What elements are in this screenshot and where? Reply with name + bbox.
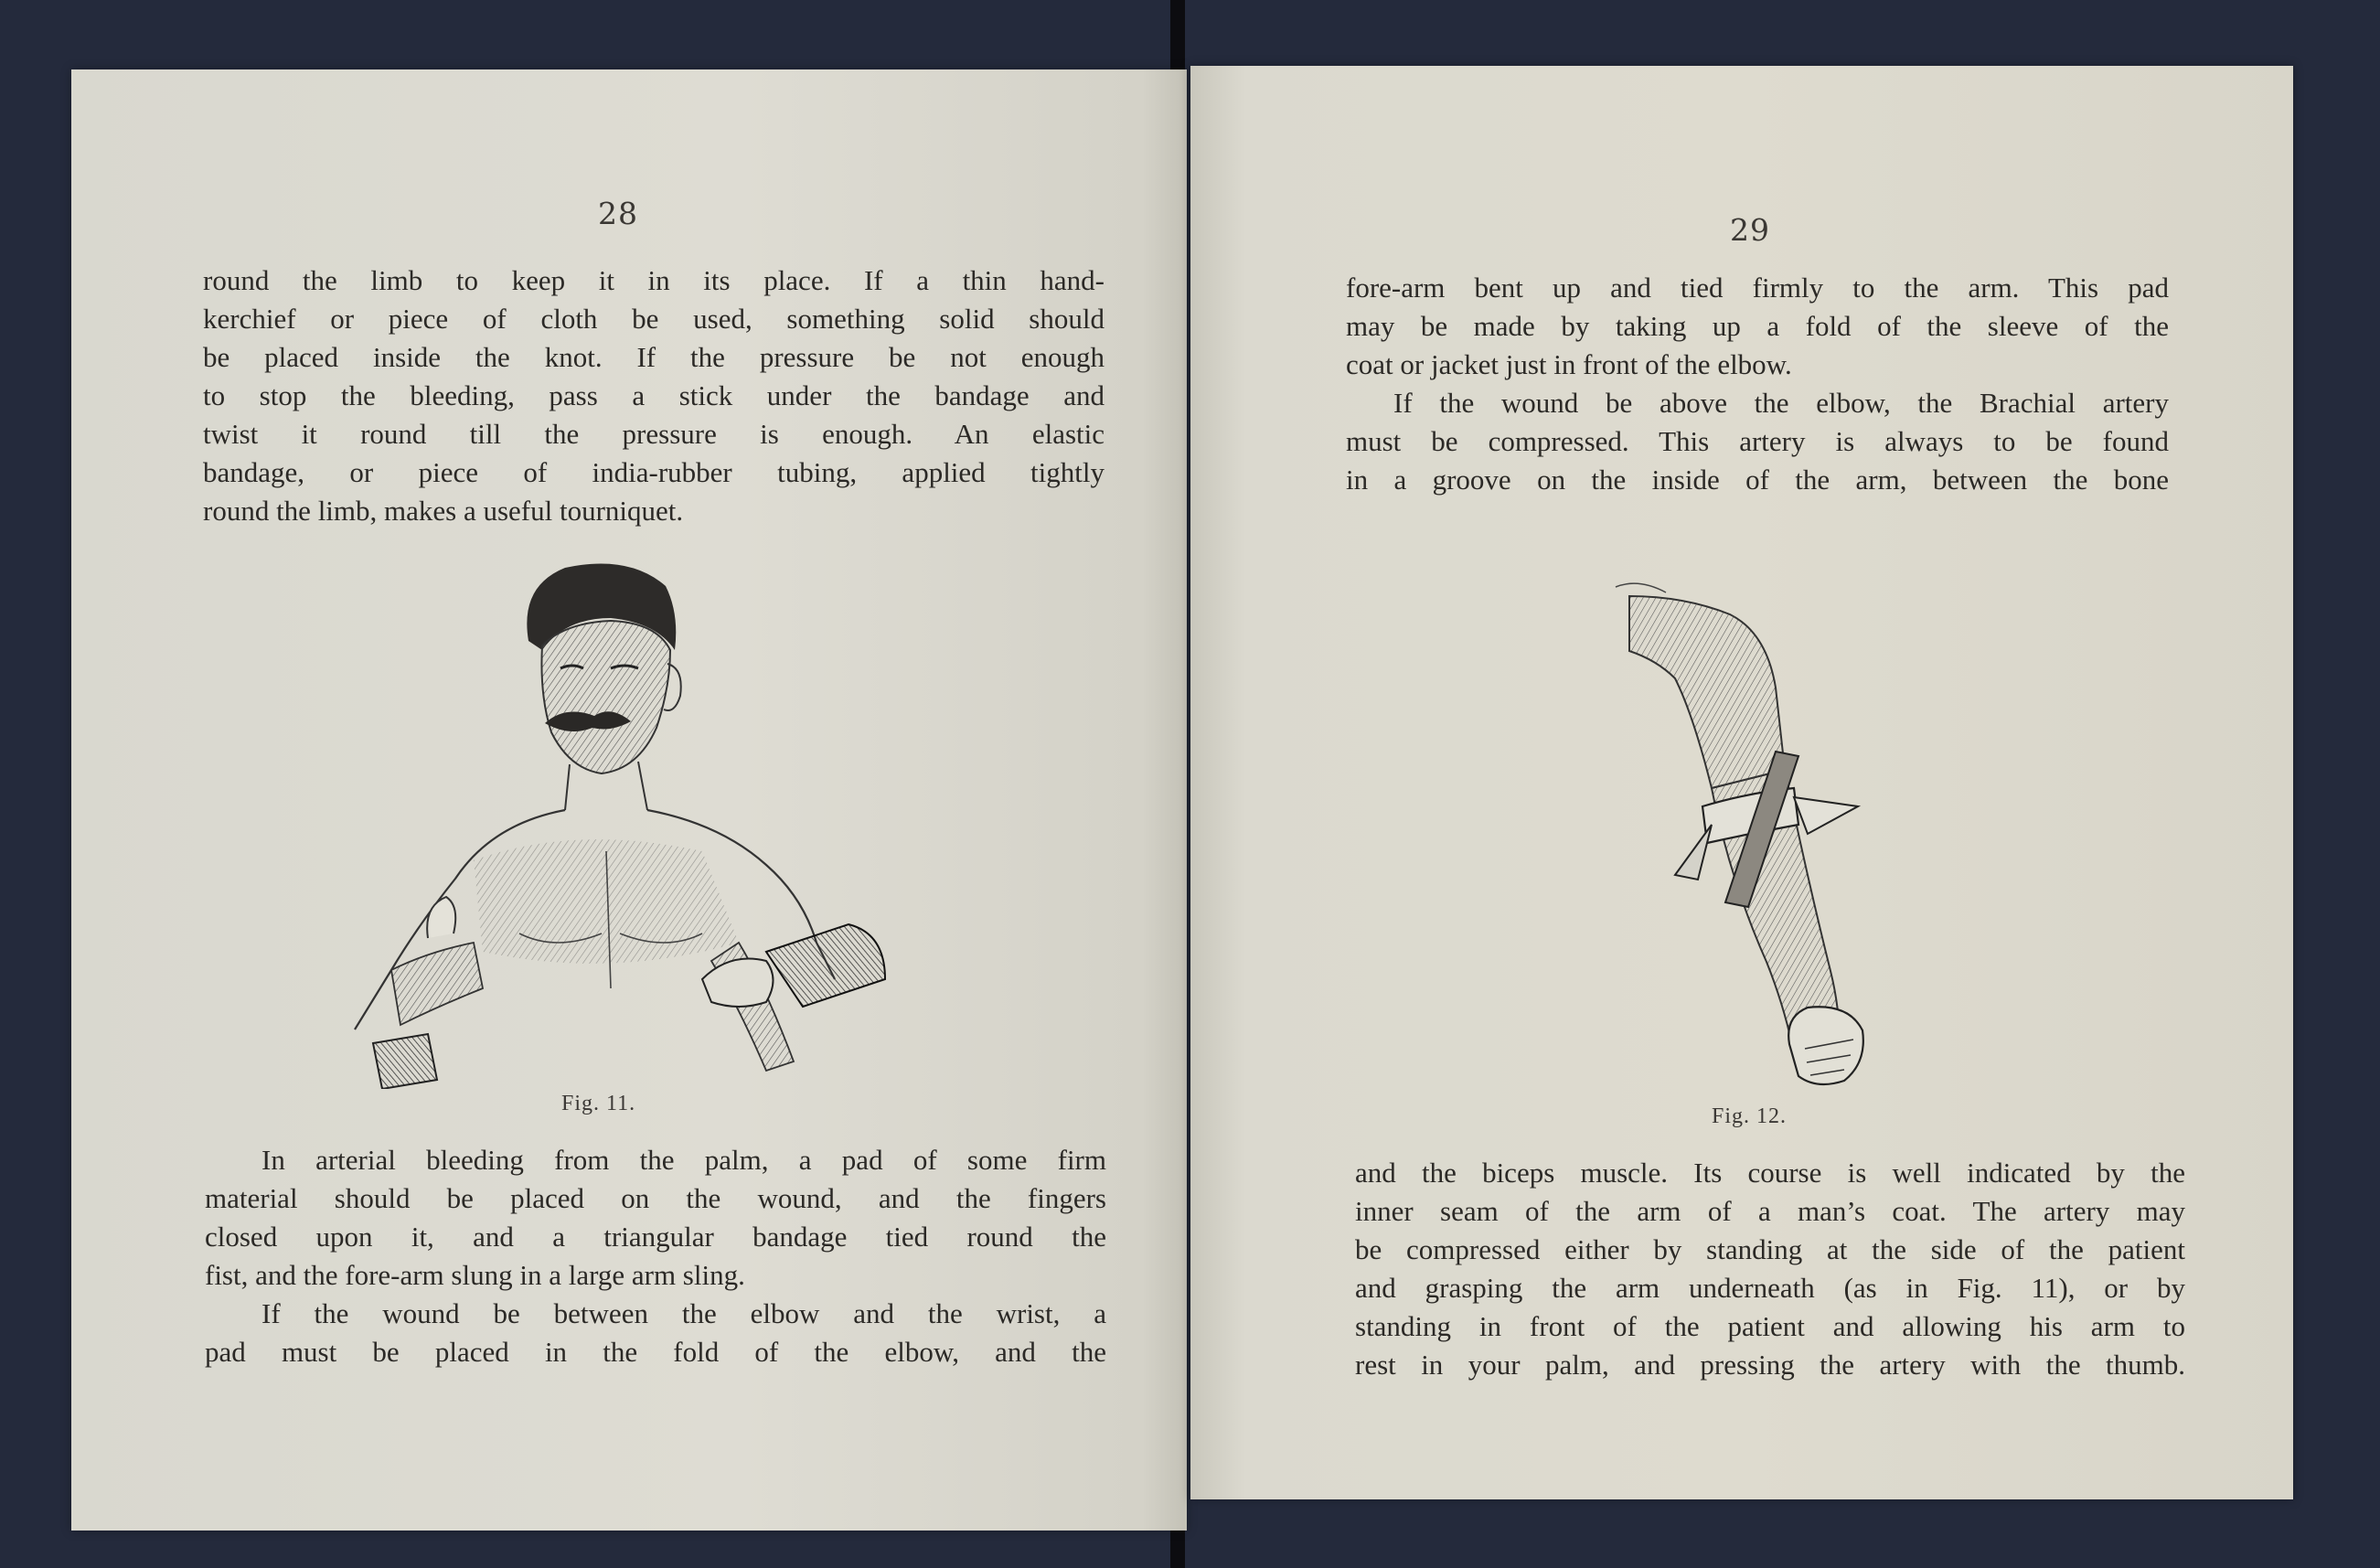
text-line: round the limb, makes a useful tourniquet. xyxy=(203,495,684,527)
text-line: and grasping the arm underneath (as in Fig. 11), or by xyxy=(1355,1272,2185,1304)
text-line: pad must be placed in the fold of the elbow, and the xyxy=(205,1336,1106,1368)
right-bottom-text xyxy=(1355,1154,2185,1384)
text-line: fist, and the fore-arm slung in a large arm sling. xyxy=(205,1259,745,1291)
figure-11-caption: Fig. 11. xyxy=(561,1092,636,1115)
right-top-text xyxy=(1346,269,2169,499)
text-line: rest in your palm, and pressing the artery with the thumb. xyxy=(1355,1349,2185,1381)
figure-12-illustration xyxy=(1611,532,1995,1117)
left-bottom-text xyxy=(205,1141,1106,1371)
text-line: If the wound be above the elbow, the Brachial artery xyxy=(1393,387,2169,419)
text-line: inner seam of the arm of a man’s coat. The artery may xyxy=(1355,1195,2185,1227)
right-page xyxy=(1190,66,2293,1499)
text-line: must be compressed. This artery is always to be found xyxy=(1346,425,2169,457)
text-line: If the wound be between the elbow and the wrist, a xyxy=(261,1297,1106,1329)
text-line: material should be placed on the wound, and the fingers xyxy=(205,1182,1106,1214)
left-page xyxy=(71,69,1187,1531)
text-line: to stop the bleeding, pass a stick under the bandage and xyxy=(203,379,1105,411)
text-line: bandage, or piece of india-rubber tubing, applied tightly xyxy=(203,456,1105,488)
text-line: round the limb to keep it in its place. If a thin hand- xyxy=(203,264,1105,296)
page-number-left: 28 xyxy=(598,196,638,231)
text-line: may be made by taking up a fold of the sleeve of the xyxy=(1346,310,2169,342)
page-number-right: 29 xyxy=(1730,212,1770,248)
figure-12-caption: Fig. 12. xyxy=(1712,1104,1788,1128)
text-line: in a groove on the inside of the arm, between the bone xyxy=(1346,464,2169,496)
text-line: closed upon it, and a triangular bandage tied round the xyxy=(205,1221,1106,1253)
text-line: standing in front of the patient and allowing his arm to xyxy=(1355,1310,2185,1342)
figure-11-illustration xyxy=(336,549,977,1089)
text-line: In arterial bleeding from the palm, a pad of some firm xyxy=(261,1144,1106,1176)
text-line: twist it round till the pressure is enough. An elastic xyxy=(203,418,1105,450)
text-line: fore-arm bent up and tied firmly to the arm. This pad xyxy=(1346,272,2169,304)
left-top-text xyxy=(203,261,1105,530)
text-line: kerchief or piece of cloth be used, something solid should xyxy=(203,303,1105,335)
text-line: be compressed either by standing at the side of the patient xyxy=(1355,1233,2185,1265)
text-line: be placed inside the knot. If the pressure be not enough xyxy=(203,341,1105,373)
text-line: coat or jacket just in front of the elbow. xyxy=(1346,348,1792,380)
text-line: and the biceps muscle. Its course is well indicated by the xyxy=(1355,1157,2185,1189)
